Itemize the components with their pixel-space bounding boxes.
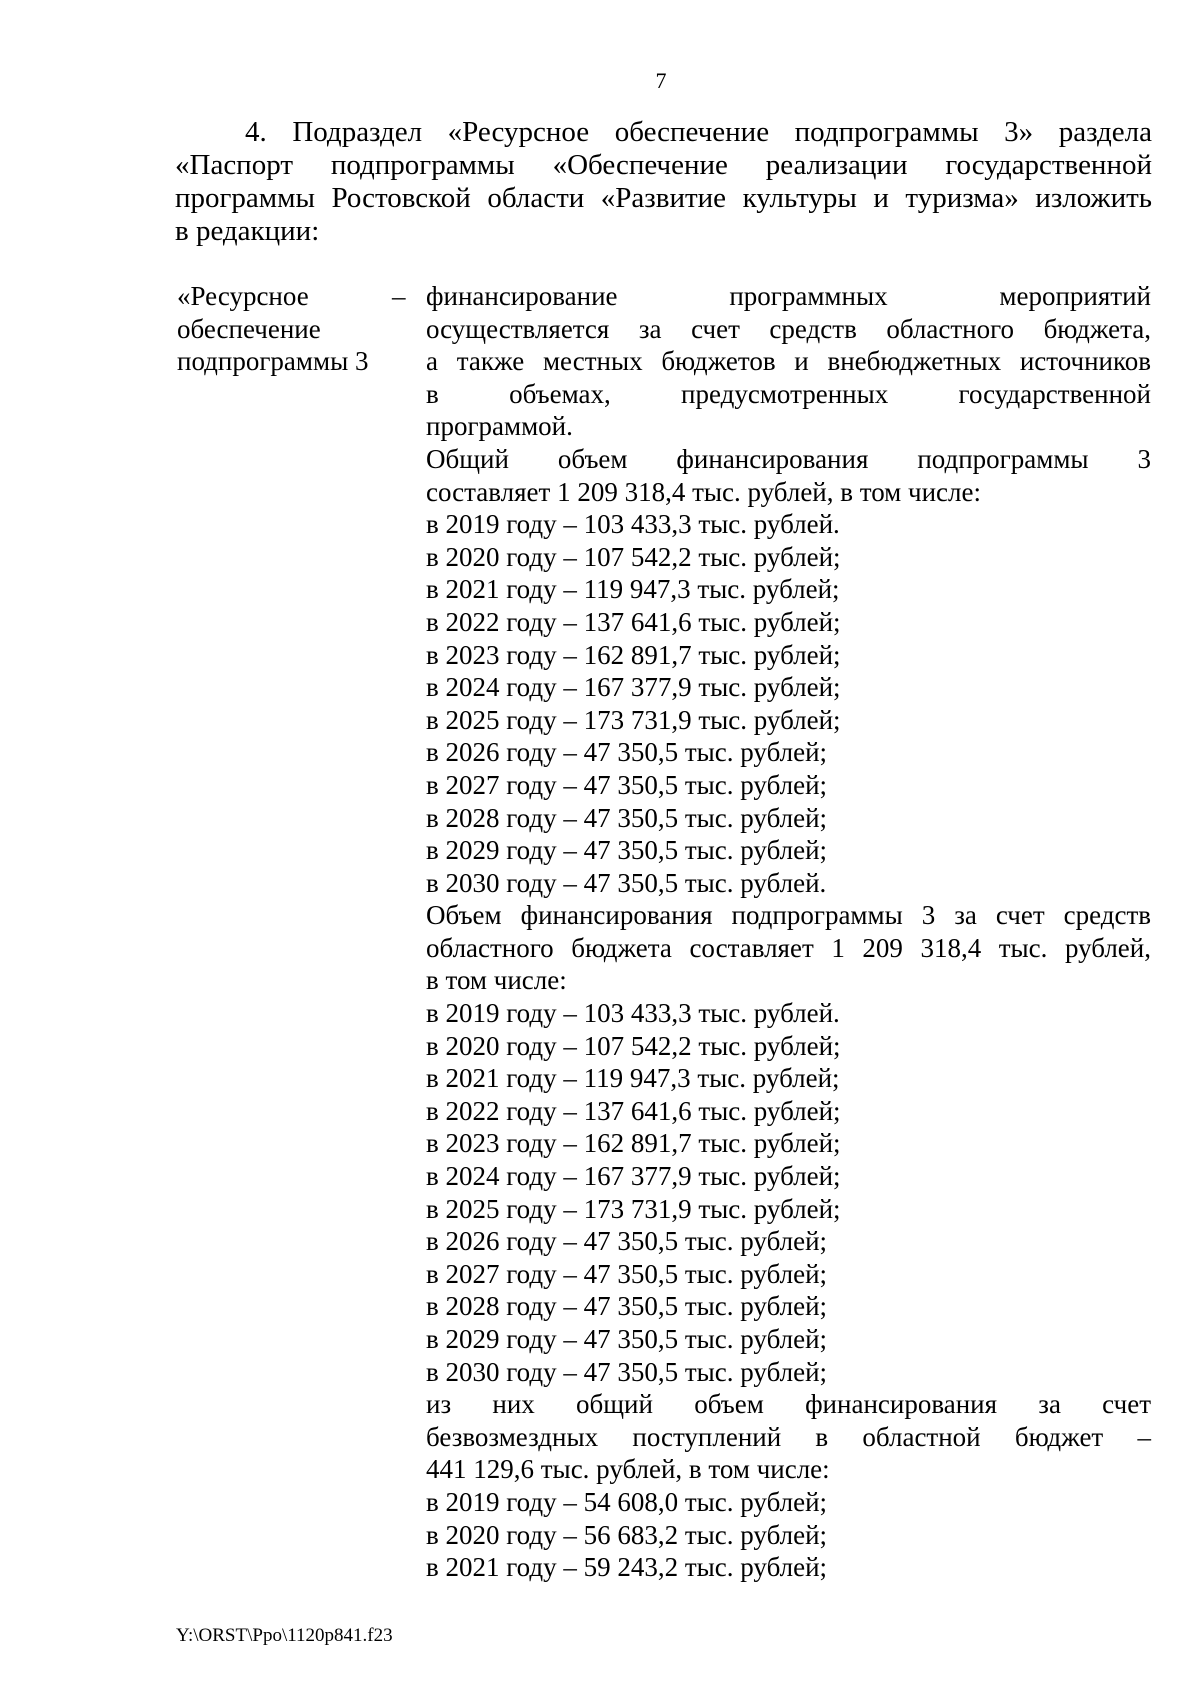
- file-path: Y:\ORST\Ppo\1120p841.f23: [176, 1625, 393, 1646]
- content-line: в 2021 году – 119 947,3 тыс. рублей;: [426, 574, 840, 605]
- content-line: в 2020 году – 107 542,2 тыс. рублей;: [426, 1030, 841, 1061]
- content-line: в 2030 году – 47 350,5 тыс. рублей;: [426, 1356, 828, 1387]
- content-line: осуществляется за счет средств областного бюджета,: [426, 313, 1151, 344]
- content-line: в 2029 году – 47 350,5 тыс. рублей;: [426, 1324, 828, 1354]
- content-line: в 2027 году – 47 350,5 тыс. рублей;: [426, 1258, 828, 1289]
- content-line: в 2026 году – 47 350,5 тыс. рублей;: [426, 1226, 828, 1257]
- section-label-line: «Ресурсное: [177, 281, 309, 311]
- content-line: а также местных бюджетов и внебюджетных источников: [426, 346, 1151, 377]
- content-line: в 2026 году – 47 350,5 тыс. рублей;: [426, 737, 828, 768]
- intro-line: программы Ростовской области «Развитие культуры и туризма» изложить: [175, 182, 1152, 214]
- content-line: Объем финансирования подпрограммы 3 за счет средств: [426, 900, 1151, 931]
- section-content: [426, 280, 1151, 1584]
- content-line: в 2020 году – 107 542,2 тыс. рублей;: [426, 541, 841, 572]
- content-line: в 2021 году – 59 243,2 тыс. рублей;: [426, 1552, 828, 1583]
- intro-paragraph: [175, 116, 1152, 248]
- content-line: в 2029 году – 47 350,5 тыс. рублей;: [426, 835, 828, 866]
- content-line: безвозмездных поступлений в областной бюджет –: [426, 1421, 1151, 1452]
- section-label: [177, 280, 387, 378]
- content-line: Общий объем финансирования подпрограммы 3: [426, 443, 1151, 474]
- content-line: в 2019 году – 103 433,3 тыс. рублей.: [426, 509, 840, 540]
- content-line: программой.: [426, 411, 573, 442]
- section-label-line: обеспечение: [177, 313, 321, 344]
- content-line: областного бюджета составляет 1 209 318,4 тыс. рублей,: [426, 932, 1151, 963]
- content-line: в 2025 году – 173 731,9 тыс. рублей;: [426, 1193, 841, 1224]
- content-line: в 2022 году – 137 641,6 тыс. рублей;: [426, 606, 841, 637]
- content-line: в объемах, предусмотренных государственной: [426, 378, 1151, 409]
- page-number: 7: [655, 68, 667, 93]
- content-line: в 2019 году – 103 433,3 тыс. рублей.: [426, 998, 840, 1029]
- intro-line: в редакции:: [175, 215, 320, 247]
- content-line: в 2025 году – 173 731,9 тыс. рублей;: [426, 704, 841, 735]
- content-line: в 2024 году – 167 377,9 тыс. рублей;: [426, 672, 841, 703]
- content-line: составляет 1 209 318,4 тыс. рублей, в том числе:: [426, 476, 981, 507]
- separator-dash: –: [392, 281, 406, 311]
- intro-line: «Паспорт подпрограммы «Обеспечение реализации государственной: [175, 149, 1152, 181]
- content-line: в 2028 году – 47 350,5 тыс. рублей;: [426, 802, 828, 833]
- intro-line: 4. Подраздел «Ресурсное обеспечение подпрограммы 3» раздела: [245, 116, 1152, 148]
- content-line: в том числе:: [426, 965, 567, 996]
- content-line: в 2020 году – 56 683,2 тыс. рублей;: [426, 1519, 828, 1550]
- content-line: в 2022 году – 137 641,6 тыс. рублей;: [426, 1095, 841, 1126]
- content-line: в 2027 году – 47 350,5 тыс. рублей;: [426, 769, 828, 800]
- content-line: в 2023 году – 162 891,7 тыс. рублей;: [426, 1128, 841, 1159]
- content-line: в 2019 году – 54 608,0 тыс. рублей;: [426, 1486, 828, 1517]
- content-line: финансирование программных мероприятий: [426, 281, 1151, 311]
- section-label-line: подпрограммы 3: [177, 346, 369, 376]
- content-line: 441 129,6 тыс. рублей, в том числе:: [426, 1454, 830, 1485]
- content-line: из них общий объем финансирования за счет: [426, 1389, 1151, 1420]
- content-line: в 2021 году – 119 947,3 тыс. рублей;: [426, 1063, 840, 1094]
- content-line: в 2023 году – 162 891,7 тыс. рублей;: [426, 639, 841, 670]
- content-line: в 2030 году – 47 350,5 тыс. рублей.: [426, 867, 827, 898]
- content-line: в 2024 году – 167 377,9 тыс. рублей;: [426, 1161, 841, 1192]
- content-line: в 2028 году – 47 350,5 тыс. рублей;: [426, 1291, 828, 1322]
